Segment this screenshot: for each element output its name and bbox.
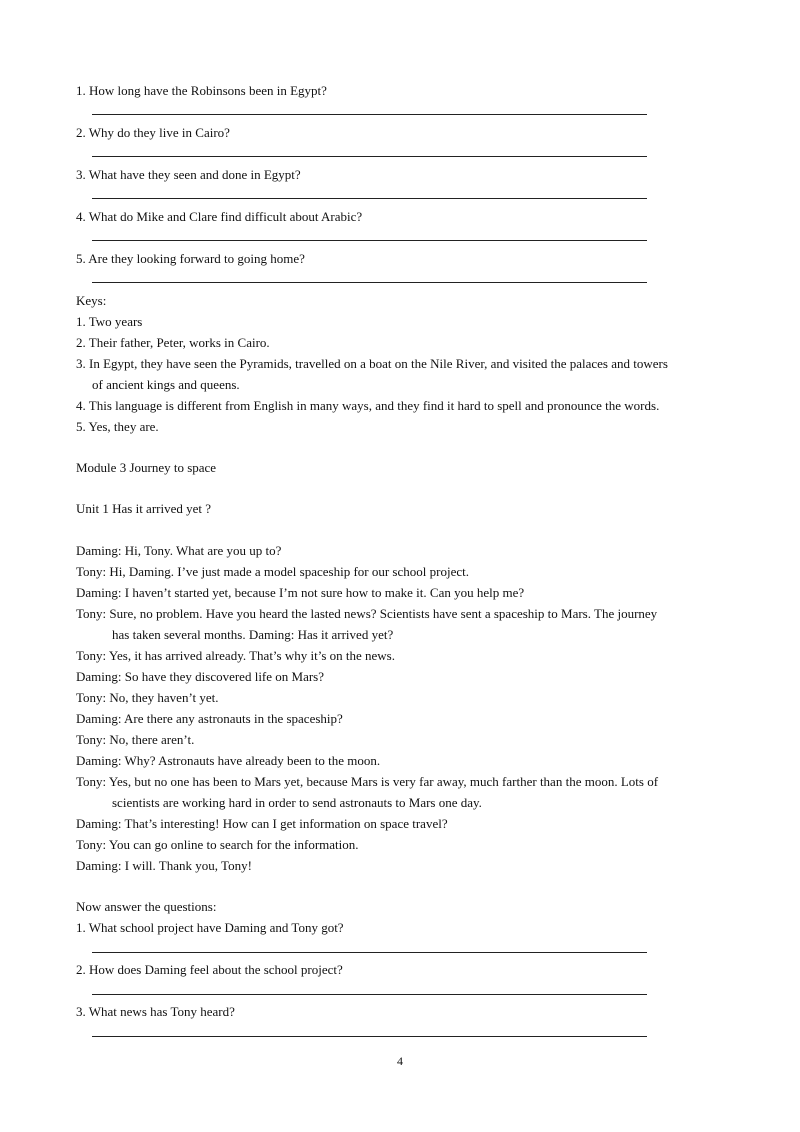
answer-line bbox=[92, 240, 647, 241]
answer-line bbox=[92, 952, 647, 953]
dialogue-line-continued: has taken several months. Daming: Has it arrived yet? bbox=[112, 627, 394, 642]
question-bottom-3: 3. What news has Tony heard? bbox=[76, 1004, 235, 1019]
module-title: Module 3 Journey to space bbox=[76, 460, 217, 475]
dialogue-line: Tony: No, they haven’t yet. bbox=[76, 690, 219, 705]
page-number: 4 bbox=[397, 1054, 403, 1068]
question-top-2: 2. Why do they live in Cairo? bbox=[76, 125, 230, 140]
dialogue-line: Daming: Are there any astronauts in the spaceship? bbox=[76, 711, 343, 726]
dialogue-line: Tony: No, there aren’t. bbox=[76, 732, 195, 747]
dialogue-line: Daming: That’s interesting! How can I get information on space travel? bbox=[76, 816, 448, 831]
dialogue-line: Daming: I haven’t started yet, because I’m not sure how to make it. Can you help me? bbox=[76, 585, 525, 600]
dialogue-line: Daming: Hi, Tony. What are you up to? bbox=[76, 543, 282, 558]
key-item-continued: of ancient kings and queens. bbox=[92, 377, 240, 392]
question-bottom-2: 2. How does Daming feel about the school project? bbox=[76, 962, 343, 977]
answer-line bbox=[92, 282, 647, 283]
dialogue-line: Tony: You can go online to search for the information. bbox=[76, 837, 359, 852]
key-item: 2. Their father, Peter, works in Cairo. bbox=[76, 335, 270, 350]
key-item: 4. This language is different from English in many ways, and they find it hard to spell and pronounce the words. bbox=[76, 398, 660, 413]
answer-line bbox=[92, 1036, 647, 1037]
question-top-3: 3. What have they seen and done in Egypt? bbox=[76, 167, 301, 182]
dialogue-line: Daming: I will. Thank you, Tony! bbox=[76, 858, 252, 873]
key-item: 1. Two years bbox=[76, 314, 143, 329]
dialogue-line: Daming: Why? Astronauts have already been to the moon. bbox=[76, 753, 381, 768]
question-top-1: 1. How long have the Robinsons been in Egypt? bbox=[76, 83, 327, 98]
dialogue-line: Daming: So have they discovered life on Mars? bbox=[76, 669, 325, 684]
key-item: 3. In Egypt, they have seen the Pyramids, travelled on a boat on the Nile River, and visited the palaces and towers bbox=[76, 356, 668, 371]
question-top-5: 5. Are they looking forward to going home? bbox=[76, 251, 305, 266]
question-bottom-1: 1. What school project have Daming and Tony got? bbox=[76, 920, 344, 935]
dialogue-line: Tony: Sure, no problem. Have you heard the lasted news? Scientists have sent a spaceship to Mars. The journey bbox=[76, 606, 658, 621]
answer-line bbox=[92, 994, 647, 995]
key-item: 5. Yes, they are. bbox=[76, 419, 159, 434]
dialogue-line-continued: scientists are working hard in order to send astronauts to Mars one day. bbox=[112, 795, 482, 810]
answer-line bbox=[92, 114, 647, 115]
dialogue-line: Tony: Yes, but no one has been to Mars yet, because Mars is very far away, much farther than the moon. Lots of bbox=[76, 774, 659, 789]
unit-title: Unit 1 Has it arrived yet ? bbox=[76, 501, 212, 516]
dialogue-line: Tony: Yes, it has arrived already. That’s why it’s on the news. bbox=[76, 648, 395, 663]
answer-line bbox=[92, 156, 647, 157]
answer-line bbox=[92, 198, 647, 199]
question-top-4: 4. What do Mike and Clare find difficult about Arabic? bbox=[76, 209, 363, 224]
keys-title: Keys: bbox=[76, 293, 107, 308]
dialogue-line: Tony: Hi, Daming. I’ve just made a model spaceship for our school project. bbox=[76, 564, 469, 579]
answer-intro: Now answer the questions: bbox=[76, 899, 217, 914]
